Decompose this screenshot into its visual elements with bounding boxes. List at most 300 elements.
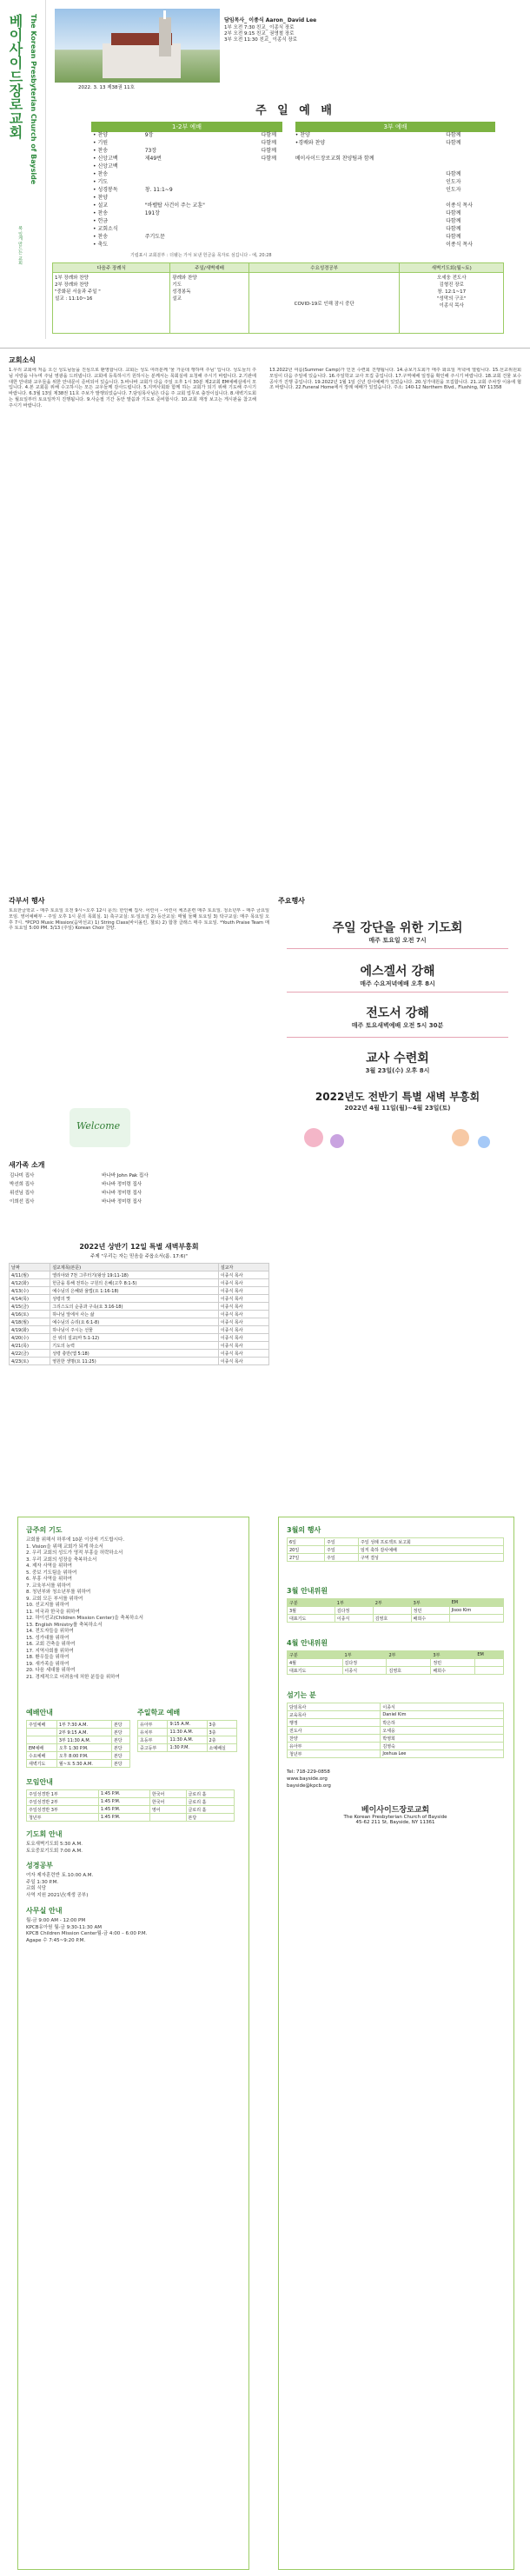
greeter-header: 구분 [288, 1599, 335, 1607]
revival-row [10, 1318, 269, 1326]
staff-row [288, 1711, 504, 1719]
worship-cell [294, 224, 444, 232]
worship-cell: • 교회소식 [93, 226, 118, 232]
event-title: 주일 강단을 위한 기도회 [332, 921, 463, 935]
revival-row [10, 1358, 269, 1365]
spine [0, 0, 46, 339]
next-item: "성막의 구조" [437, 296, 467, 302]
school-info-cell: 9:15 A.M. [168, 1721, 207, 1729]
worship-cell: • 설교 [93, 202, 109, 209]
revival-cell: 헌금을 통해 전하는 구원의 은혜(고후 8:1-5) [50, 1279, 219, 1287]
worship-cell [294, 169, 444, 177]
school-info-row [138, 1729, 237, 1736]
revival-cell: 하나님 앞에서 사는 삶 [50, 1311, 219, 1318]
staff-cell: 전도사 [288, 1727, 381, 1735]
revival-cell: 4/15(금) [10, 1303, 50, 1311]
contact-email[interactable]: bayside@kpcb.org [287, 1783, 331, 1789]
news-left-column: 1.우리 교회에 처음 오신 성도님들을 진심으로 환영합니다. 교회는 성도 여러분께 '물 가운데 행하며 주님' 입니다. 성도들의 주님 사랑을 나누며 주님 영광을 드러냅니다. 교회에 등록하시기 원하시는 분께서는 목회실에 요청해 주시기 바랍니다. 2.기관에 대한 안내와 교우들을 위한 안내문이 준비되어 있습니다. 3.바나바 교회가 다음 주일 오후 1시 30분 제2교회 EM예배실에서 모입니다. 4.본 교회를 위해 수고하시는 모든 교우들께 감사드립니다. 5.지역사회와 함께 하는 교회가 되기 위해 기도해 주시기 바랍니다. 6.3월 13일 제38권 11호 주보가 발행되었습니다. 7.담임목사님은 다음 주 교회 업무로 출장이십니다. 8.새벽기도회는 월요일부터 토요일까지 진행됩니다. 9.사순절 기간 동안 말씀과 기도로 준비합시다. 10.교회 재정 보고는 게시판을 참고해 주시기 바랍니다. [9, 368, 256, 408]
staff-row [288, 1743, 504, 1750]
april-cell: 정민 [431, 1659, 475, 1667]
prayer-item: 교회를 위해서 하루에 10분 이상씩 기도합시다. [26, 1537, 125, 1543]
news-right-column: 13.2022년 여름(Summer Camp)가 인천 수련회 진행됩니다. 14.중보기도회가 매주 화요일 저녁에 열립니다. 15.선교위원회 모임이 다음 주일에 있습니다. 16.주일학교 교사 모집 중입니다. 17.구역예배 일정을 확인해 주시기 바랍니다. 18.교회 건물 보수 공사가 진행 중입니다. 19.2022년 1월 1일 신년 감사예배가 있었습니다. 20.성가대원을 모집합니다. 21.교회 주차장 이용에 협조 바랍니다. 22.Funeral Home에서 장례 예배가 있었습니다. 주소: 140-12 Northern Blvd., Flushing, NY 11358 [269, 368, 521, 391]
next-item: 창. 12:1~17 [437, 289, 467, 295]
meeting-table [26, 1789, 235, 1822]
april-header: EM [475, 1651, 504, 1659]
contact-phone: Tel: 718-229-0858 [287, 1769, 330, 1775]
worship-info-cell [27, 1736, 57, 1744]
worship-cell [260, 169, 294, 177]
prayer-item: 20. 다음 세대를 위하여 [26, 1668, 76, 1673]
worship-note: 기립표시 교회분부 : 더웰는 가서 보낸 헌금을 목자로 섬깁니다 - 예, 20:28 [130, 253, 272, 258]
prayer-item: 11. 미국과 한국을 위하여 [26, 1609, 80, 1615]
school-info-cell: 3층 [207, 1729, 236, 1736]
worship-info-cell: 본당 [111, 1744, 129, 1752]
worship-info-cell: 본당 [111, 1729, 129, 1736]
event-schedule: 매주 수요저녁예배 오후 8시 [360, 980, 435, 987]
revival-cell: 이종식 목사 [218, 1303, 268, 1311]
worship-cell [260, 216, 294, 224]
office-title: 사무실 안내 [26, 1907, 63, 1915]
staff-cell: 담임목사 [288, 1703, 381, 1711]
worship-info-cell: 1부 7:30 A.M. [56, 1721, 111, 1729]
greeters-table [287, 1598, 504, 1623]
meeting-cell: 글로리 홀 [186, 1798, 234, 1806]
april-table [287, 1650, 504, 1675]
march-cell: 주일 [325, 1546, 359, 1554]
worship-row [91, 154, 500, 162]
greeter-cell: Jisoo Kim [449, 1607, 503, 1615]
worship-row [91, 185, 500, 193]
revival-row [10, 1279, 269, 1287]
april-header: 3부 [431, 1651, 475, 1659]
next-header: 새벽기도회(월~토) [400, 263, 504, 273]
prayer-item: 5. 중보 기도팀을 위하여 [26, 1570, 77, 1576]
prayer-item: 7. 교육부서를 위하여 [26, 1583, 71, 1589]
worship-cell: • 찬송 [93, 171, 109, 177]
event-item [287, 919, 508, 945]
march-cell: 주일 성례 프로젝트 보고회 [358, 1538, 503, 1546]
contact-web[interactable]: www.bayside.org [287, 1776, 328, 1782]
greeter-cell: 김다정 [335, 1607, 373, 1615]
revival-cell: 기도의 능력 [50, 1342, 219, 1350]
meeting-cell: 본당 [186, 1814, 234, 1822]
revival-cell: 이종식 목사 [218, 1358, 268, 1365]
revival-row [10, 1311, 269, 1318]
prayer-item: 16. 교회 건축을 위하여 [26, 1642, 76, 1647]
revival-title: 2022년 상반기 12일 특별 새벽부흥회 [79, 1243, 199, 1251]
next-week-table [52, 262, 504, 334]
service-line: 2부 오전 9:15 친교_ 권영철 장로 [224, 31, 295, 37]
worship-cell: 9장 [144, 132, 154, 138]
staff-cell: 오세웅 [381, 1727, 504, 1735]
worship-info-row [27, 1752, 130, 1760]
giving-line: 여자 제자훈련반 토.10:00 A.M. [26, 1873, 94, 1878]
worship-cell [294, 232, 444, 240]
march-cell: 임직 축하 감사예배 [358, 1546, 503, 1554]
april-cell [387, 1659, 431, 1667]
newcomer-mentor: 바나바 정미령 집사 [102, 1199, 142, 1205]
worship-cell: • 찬양 [93, 132, 109, 138]
next-header: 다음주 장례식 [53, 263, 170, 273]
worship-cell: • 기도 [93, 179, 109, 185]
welcome-image [70, 1108, 130, 1147]
worship-row [91, 146, 500, 154]
worship-info-row [27, 1729, 130, 1736]
worship-info-cell: 월~토 5:30 A.M. [56, 1760, 111, 1768]
revival-cell: 이종식 목사 [218, 1350, 268, 1358]
school-info-table [137, 1720, 237, 1752]
worship-cell: 인도자 [446, 187, 461, 193]
event-schedule: 2022년 4월 11일(월)~4월 23일(토) [344, 1105, 451, 1112]
revival-cell: 산 위의 설교(마 5:1-12) [50, 1334, 219, 1342]
event-schedule: 3월 23일(수) 오후 8시 [365, 1067, 430, 1074]
pastor-box [224, 16, 520, 43]
worship-cell [143, 193, 260, 201]
worship-cell [294, 162, 444, 169]
prayer-item: 4. 제자 사역을 위하여 [26, 1564, 72, 1569]
meeting-cell: 글로리 홀 [186, 1790, 234, 1798]
worship-row [91, 224, 500, 232]
revival-cell: 이종식 목사 [218, 1334, 268, 1342]
worship-cell [260, 232, 294, 240]
revival-cell: 이종식 목사 [218, 1279, 268, 1287]
revival-cell: 예수님의 은혜와 율법(요 1:16-18) [50, 1287, 219, 1295]
school-info-cell: 11:30 A.M. [168, 1736, 207, 1744]
next-item: 기도 [172, 282, 182, 288]
meeting-cell: 한국어 [149, 1798, 186, 1806]
school-info-cell: 소예배실 [207, 1744, 236, 1752]
revival-cell: 이종식 목사 [218, 1318, 268, 1326]
newcomer-mentor: 바나바 John Pak 집사 [102, 1173, 149, 1178]
greeter-row [288, 1615, 504, 1623]
worship-cell [294, 177, 444, 185]
staff-cell: 이종식 [381, 1703, 504, 1711]
worship-cell: • 찬송 [93, 234, 109, 240]
meeting-cell: 주일성경반 3부 [27, 1806, 99, 1814]
prayer-item: 10. 선교지를 위하여 [26, 1603, 70, 1608]
revival-subtitle: 주제 "우리는 자는 믿음을 주옵소서(롬. 17:6)" [90, 1254, 188, 1259]
general-text: 토요한글학교 – 매주 토요일 오전 9시~오후 12시 문의: 한인혜 집사. 어린이 – 어린이 체조훈련 매주 토요일. 청소년부 – 매주 금요일 모임. 영어예배부 – 주일 오후 1시 문의 목회실. 1) 축구교실: 토·일요일 2) 등산교실: 매월 둘째 토요일 3) 탁구교실: 매주 목요일 오후 7시. *PCPO Music Mission(음악선교) 1) String Class(바이올린, 첼로) 2) 합창 클래스 매주 토요일. *Youth Praise Team 매주 토요일 5:00 PM. 3/13 (주일) Korean Choir 찬양. [9, 908, 269, 932]
school-info-cell: 2층 [207, 1736, 236, 1744]
church-name-en-vertical: The Korean Presbyterian Church of Bayside [30, 14, 37, 185]
worship-info-row [27, 1760, 130, 1768]
april-cell: 대표기도 [288, 1667, 343, 1675]
school-info-row [138, 1736, 237, 1744]
worship-cell: 다함께 [261, 156, 277, 162]
worship-info-cell [27, 1729, 57, 1736]
prayer-item: 19. 새가족을 위하여 [26, 1661, 70, 1667]
march-cell: 주일 [325, 1554, 359, 1562]
worship-cell: 창. 11:1~9 [144, 187, 173, 193]
worship-info-cell: 본당 [111, 1752, 129, 1760]
prayer-item: 21. 경제적으로 어려움에 처한 분들을 위하여 [26, 1674, 120, 1680]
flower-decoration [295, 1124, 504, 1155]
worship-cell: 다함께 [446, 218, 461, 224]
worship-cell [260, 209, 294, 216]
prayer-item: 13. English Ministry를 축복하소서 [26, 1622, 103, 1628]
newcomer-name: 김나미 집사 [10, 1173, 35, 1178]
revival-section [0, 1238, 530, 1464]
newcomer-name: 위선님 집사 [10, 1191, 35, 1196]
worship-info-cell: 본당 [111, 1736, 129, 1744]
school-info-row [138, 1721, 237, 1729]
event-item [287, 1004, 508, 1030]
worship-cell: 다함께 [446, 234, 461, 240]
meeting-cell [149, 1814, 186, 1822]
next-item: COVID-19로 인해 잠시 중단 [294, 301, 354, 307]
april-cell: 김다정 [342, 1659, 387, 1667]
worship-cell: • 성경봉독 [93, 187, 118, 193]
worship-row [91, 138, 500, 146]
meeting-cell: 주일성경반 2부 [27, 1798, 99, 1806]
event-schedule: 매주 토요새벽예배 오전 5시 30분 [351, 1022, 444, 1029]
prayer-item: 17. 지역사회를 위하여 [26, 1648, 74, 1654]
worship-cell: 다함께 [261, 148, 277, 154]
worship-cell [294, 209, 444, 216]
school-info-row [138, 1744, 237, 1752]
worship-info-cell: EM예배 [27, 1744, 57, 1752]
pastor-name: 담임목사_ 이종식 Aaron_ David Lee [224, 17, 317, 23]
worship-cell: "바벨탑 사건이 주는 교훈" [144, 202, 205, 209]
event-item [287, 1049, 508, 1075]
revival-cell: 예수님의 승리(요 6:1-8) [50, 1318, 219, 1326]
revival-cell: 4/13(수) [10, 1287, 50, 1295]
meeting-cell: 1:45 P.M. [98, 1806, 149, 1814]
next-header: 수요성경공부 [248, 263, 399, 273]
next-item: 1부 장례와 찬양 [55, 276, 89, 281]
revival-row [10, 1295, 269, 1303]
prayer-list [26, 1537, 239, 1681]
worship-row [91, 232, 500, 240]
worship-title: 주 일 예 배 [255, 104, 335, 117]
worship-cell: 다함께 [446, 140, 461, 146]
staff-cell: 김영숙 [381, 1743, 504, 1750]
prayer-info-line: 토요중보기도회 7:00 A.M. [26, 1848, 83, 1854]
office-line: Agape 수 7:45~9:20 P.M. [26, 1937, 86, 1943]
worship-info-cell: 오후 1:30 P.M. [56, 1744, 111, 1752]
revival-header: 설교제목(본문) [50, 1264, 219, 1271]
revival-cell: 그리스도의 순종과 구속(요 3:16-18) [50, 1303, 219, 1311]
meeting-row [27, 1798, 235, 1806]
worship-info-row [27, 1736, 130, 1744]
staff-cell: 박은하 [381, 1719, 504, 1727]
service-line: 3부 오전 11:30 친교_ 이종식 장로 [224, 37, 297, 43]
meeting-cell: 청년부 [27, 1814, 99, 1822]
meeting-cell: 1:45 P.M. [98, 1798, 149, 1806]
worship-order-table [91, 130, 500, 248]
revival-cell: 4/21(목) [10, 1342, 50, 1350]
worship-cell [260, 193, 294, 201]
newcomer-mentor: 바나바 정미령 집사 [102, 1191, 142, 1196]
giving-title: 성경공부 [26, 1862, 53, 1869]
greeter-cell: 배희수 [411, 1615, 449, 1623]
worship-cell [260, 177, 294, 185]
worship-info-row [27, 1721, 130, 1729]
worship-cell [294, 193, 444, 201]
school-info-cell: 1:30 P.M. [168, 1744, 207, 1752]
worship-row [91, 130, 500, 138]
staff-cell: 청년부 [288, 1750, 381, 1758]
greeter-header: EM [449, 1599, 503, 1607]
worship-cell: •경배와 찬양 [295, 140, 326, 146]
worship-row [91, 193, 500, 201]
worship-cell: 다함께 [446, 226, 461, 232]
worship-info-cell: 주일예배 [27, 1721, 57, 1729]
office-line: 월-금 9:00 AM - 12:00 PM [26, 1918, 86, 1923]
issue-date: 2022. 3. 13 제38권 11호 [78, 85, 135, 90]
prayer-item: 15. 성가대를 위하여 [26, 1635, 70, 1641]
april-header: 구분 [288, 1651, 343, 1659]
welcome-text: Welcome [76, 1120, 121, 1132]
staff-table [287, 1703, 504, 1758]
april-cell: 이종식 [342, 1667, 387, 1675]
revival-cell: 4/16(토) [10, 1311, 50, 1318]
april-cell: 4월 [288, 1659, 343, 1667]
meeting-cell: 주일성경반 1부 [27, 1790, 99, 1798]
event-item [287, 962, 508, 988]
worship-cell: 인도자 [446, 179, 461, 185]
staff-cell: 행정 [288, 1719, 381, 1727]
staff-cell: 찬양 [288, 1735, 381, 1743]
revival-cell: 성령의 맛 [50, 1295, 219, 1303]
meeting-cell: 1:45 P.M. [98, 1814, 149, 1822]
worship-cell: • 기원 [93, 140, 109, 146]
staff-cell: 교육목사 [288, 1711, 381, 1719]
prayer-item: 18. 환우들을 위하여 [26, 1655, 70, 1660]
april-row [288, 1667, 504, 1675]
greeter-cell: 이종식 [335, 1615, 373, 1623]
march-row [288, 1546, 504, 1554]
prayer-info-line: 토요새벽기도회 5:30 A.M. [26, 1842, 83, 1847]
footer-name: 베이사이드장로교회 [361, 1806, 430, 1815]
march-row [288, 1538, 504, 1546]
greeter-header: 1부 [335, 1599, 373, 1607]
worship-cell [444, 146, 500, 154]
april-header: 1부 [342, 1651, 387, 1659]
staff-title: 섬기는 분 [287, 1691, 316, 1699]
march-title: 3월의 행사 [287, 1526, 321, 1534]
greeter-row [288, 1607, 504, 1615]
april-header: 2부 [387, 1651, 431, 1659]
worship-cell: 다함께 [446, 171, 461, 177]
staff-row [288, 1719, 504, 1727]
school-info-title: 주일학교 예배 [137, 1709, 181, 1716]
revival-header: 설교자 [218, 1264, 268, 1271]
revival-cell: 4/20(수) [10, 1334, 50, 1342]
footer-org: The Korean Presbyterian Church of Bayside [343, 1815, 447, 1820]
worship-cell [143, 169, 260, 177]
giving-line: 교회 식당 [26, 1886, 47, 1891]
revival-cell: 4/11(월) [10, 1271, 50, 1279]
worship-cell: • 찬송 [93, 148, 109, 154]
worship-info-row [27, 1744, 130, 1752]
worship-cell: • 신앙고백 [93, 156, 118, 162]
events-title: 주요행사 [278, 897, 305, 905]
worship-cell [294, 201, 444, 209]
newcomers-table [9, 1171, 269, 1205]
part3-header: 3부 예배 [295, 122, 495, 132]
revival-cell: 이종식 목사 [218, 1287, 268, 1295]
staff-cell: Joshua Lee [381, 1750, 504, 1758]
greeter-cell [449, 1615, 503, 1623]
worship-cell [260, 162, 294, 169]
prayer-info-title: 기도회 안내 [26, 1830, 63, 1838]
worship-cell [260, 185, 294, 193]
worship-row [91, 201, 500, 209]
worship-cell [143, 162, 260, 169]
newcomer-name: 박선희 집사 [10, 1182, 35, 1187]
worship-info-table [26, 1720, 130, 1768]
worship-row [91, 162, 500, 169]
april-cell [475, 1667, 504, 1675]
events-page [0, 891, 530, 1238]
event-item [287, 1089, 508, 1112]
prayer-item: 3. 우리 교회의 성장을 축복하소서 [26, 1557, 97, 1563]
info-page [0, 1517, 530, 2573]
prayer-item: 14. 전도자들을 위하여 [26, 1629, 74, 1634]
revival-cell: 이종식 목사 [218, 1295, 268, 1303]
meeting-row [27, 1790, 235, 1798]
worship-info-cell: 2부 9:15 A.M. [56, 1729, 111, 1736]
worship-row [91, 169, 500, 177]
event-title: 전도서 강해 [366, 1006, 429, 1020]
prayer-item: 1. Vision을 위해 교회가 되게 하소서 [26, 1544, 103, 1550]
worship-cell: 다함께 [261, 132, 277, 138]
greeters-title: 3월 안내위원 [287, 1587, 328, 1595]
revival-cell: 성령 충만(엡 5:18) [50, 1350, 219, 1358]
greeter-header: 2부 [373, 1599, 411, 1607]
worship-cell [444, 154, 500, 162]
staff-cell: Daniel Kim [381, 1711, 504, 1719]
newcomer-name: 이희선 집사 [10, 1199, 35, 1205]
revival-table [9, 1263, 269, 1365]
bulletin-cover-page [0, 0, 530, 343]
prayer-title: 금주의 기도 [26, 1526, 63, 1534]
revival-row [10, 1326, 269, 1334]
news-title: 교회소식 [9, 356, 36, 364]
event-title: 2022년도 전반기 특별 새벽 부흥회 [315, 1091, 480, 1103]
april-cell [475, 1659, 504, 1667]
march-row [288, 1554, 504, 1562]
worship-cell [260, 240, 294, 248]
event-schedule: 매주 토요일 오전 7시 [368, 937, 427, 944]
school-info-cell: 11:30 A.M. [168, 1729, 207, 1736]
worship-cell [143, 177, 260, 185]
next-item: "중화된 서울과 주일 " [55, 289, 101, 295]
greeter-header: 3부 [411, 1599, 449, 1607]
worship-row [91, 209, 500, 216]
meeting-cell: 영어 [149, 1806, 186, 1814]
worship-cell: • 신앙고백 [93, 163, 118, 169]
worship-cell: • 찬송 [93, 210, 109, 216]
prayer-item: 2. 우리 교회의 성도가 영적 부흥을 허락하소서 [26, 1550, 123, 1556]
school-info-cell: 유치부 [138, 1729, 168, 1736]
revival-cell: 이종식 목사 [218, 1271, 268, 1279]
service-line: 1부 오전 7:30 친교_ 이종식 장로 [224, 25, 295, 30]
meeting-row [27, 1806, 235, 1814]
worship-row [91, 240, 500, 248]
next-item: 광례와 찬양 [172, 276, 197, 281]
next-item: 김형진 장로 [439, 282, 464, 288]
april-cell: 김영호 [387, 1667, 431, 1675]
contact-block [287, 1769, 504, 1789]
greeter-cell: 3월 [288, 1607, 335, 1615]
staff-cell: 유아부 [288, 1743, 381, 1750]
part1-header: 1-2부 예배 [91, 122, 282, 132]
march-cell: 주일 [325, 1538, 359, 1546]
worship-cell [294, 146, 444, 154]
next-header: 주일/새벽예배 [170, 263, 249, 273]
